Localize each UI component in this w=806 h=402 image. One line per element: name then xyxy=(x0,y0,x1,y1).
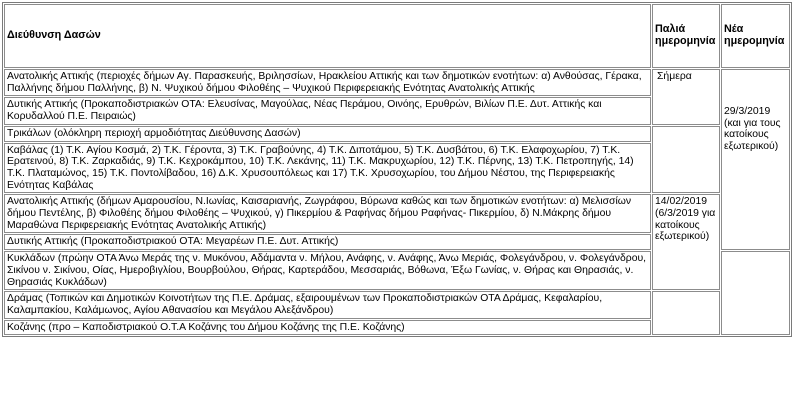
directorate-cell: Ανατολικής Αττικής (περιοχές δήμων Αγ. Παρασκευής, Βριλησσίων, Ηρακλείου Αττικής και των δημοτικών ενοτήτων: α) Ανθούσας, Γέρακα, Παλλήνης δήμου Παλλήνης, β) Ν. Ψυχικού δήμου Φιλοθέης – Ψυχικού Περιφερειακής Ενότητας Ανατολικής Αττικής xyxy=(4,69,651,96)
old-date-cell: 14/02/2019 (6/3/2019 για κατοίκους εξωτερικού) xyxy=(652,194,720,290)
directorate-cell: Κοζάνης (προ – Καποδιστριακού Ο.Τ.Α Κοζάνης του Δήμου Κοζάνης της Π.Ε. Κοζάνης) xyxy=(4,320,651,336)
directorate-cell: Καβάλας (1) Τ.Κ. Αγίου Κοσμά, 2) Τ.Κ. Γέροντα, 3) Τ.Κ. Γραβούνης, 4) Τ.Κ. Διποτάμου, 5) Τ.Κ. Δυσβάτου, 6) Τ.Κ. Ελαφοχωρίου, 7) Τ.Κ. Ερατεινού, 8) Τ.Κ. Ζαρκαδιάς, 9) Τ.Κ. Κεχροκάμπου, 10) Τ.Κ. Λεκάνης, 11) Τ.Κ. Μακρυχωρίου, 12) Τ.Κ. Πέρνης, 13) Τ.Κ. Πετροπηγής, 14) Τ.Κ. Πλαταμώνος, 15) Τ.Κ. Ποντολίβαδου, 16) Δ.Κ. Χρυσουπόλεως και 17) Τ.Κ. Χρυσοχωρίου, του Δήμου Νέστου, της Περιφερειακής Ενότητας Καβάλας xyxy=(4,143,651,194)
old-date-cell: Σήμερα xyxy=(652,69,720,125)
old-date-empty-cell xyxy=(652,291,720,335)
header-directorate: Διεύθυνση Δασών xyxy=(4,4,651,68)
directorate-cell: Ανατολικής Αττικής (δήμων Αμαρουσίου, Ν.Ιωνίας, Καισαριανής, Ζωγράφου, Βύρωνα καθώς και των δημοτικών ενοτήτων: α) Μελισσίων δήμου Πεντέλης, β) Φιλοθέης δήμου Φιλοθέης – Ψυχικού, γ) Πικερμίου & Ραφήνας δήμου Ραφήνας- Πικερμίου, δ) Ν.Μάκρης δήμου Μαραθώνα Περιφερειακής Ενότητας Ανατολικής Αττικής) xyxy=(4,194,651,233)
old-date-empty-cell xyxy=(652,126,720,194)
table-row xyxy=(4,291,790,318)
header-new-date: Νέα ημερομηνία xyxy=(721,4,790,68)
table-row xyxy=(4,194,790,233)
directorate-cell: Δράμας (Τοπικών και Δημοτικών Κοινοτήτων της Π.Ε. Δράμας, εξαιρουμένων των Προκαποδιστριακών ΟΤΑ Δράμας, Κεφαλαρίου, Καλαμπακίου, Καλάμωνος, Αγίου Αθανασίου και Μεγάλου Αλεξάνδρου) xyxy=(4,291,651,318)
header-old-date: Παλιά ημερομηνία xyxy=(652,4,720,68)
directorate-cell: Δυτικής Αττικής (Προκαποδιστριακού ΟΤΑ: Μεγαρέων Π.Ε. Δυτ. Αττικής) xyxy=(4,234,651,250)
new-date-empty-cell xyxy=(721,251,790,335)
table-row xyxy=(4,69,790,96)
document-page xyxy=(2,2,792,337)
new-date-cell: 29/3/2019 (και για τους κατοίκους εξωτερικού) xyxy=(721,69,790,250)
directorate-cell: Δυτικής Αττικής (Προκαποδιστριακών ΟΤΑ: Ελευσίνας, Μαγούλας, Νέας Περάμου, Οινόης, Ερυθρών, Βιλίων Π.Ε. Δυτ. Αττικής και Κορυδαλλού Π.Ε. Πειραιώς) xyxy=(4,97,651,124)
directorate-cell: Τρικάλων (ολόκληρη περιοχή αρμοδιότητας Διεύθυνσης Δασών) xyxy=(4,126,651,142)
forest-directorates-table xyxy=(2,2,792,337)
table-row xyxy=(4,126,790,142)
header-row xyxy=(4,4,790,68)
directorate-cell: Κυκλάδων (πρώην ΟΤΑ Άνω Μεράς της ν. Μυκόνου, Αδάμαντα ν. Μήλου, Ανάφης, ν. Ανάφης, Άνω Μεριάς, Φολεγάνδρου, ν. Φολεγάνδρου, Σικίνου ν. Σικίνου, Οίας, Ημεροβιγλίου, Βουρβούλου, Θήρας, Καρτεράδου, Μεσσαριάς, Βόθωνα, Έξω Γωνίας, ν. Θήρας και Θηρασιάς, ν. Θηρασιάς Κυκλάδων) xyxy=(4,251,651,290)
